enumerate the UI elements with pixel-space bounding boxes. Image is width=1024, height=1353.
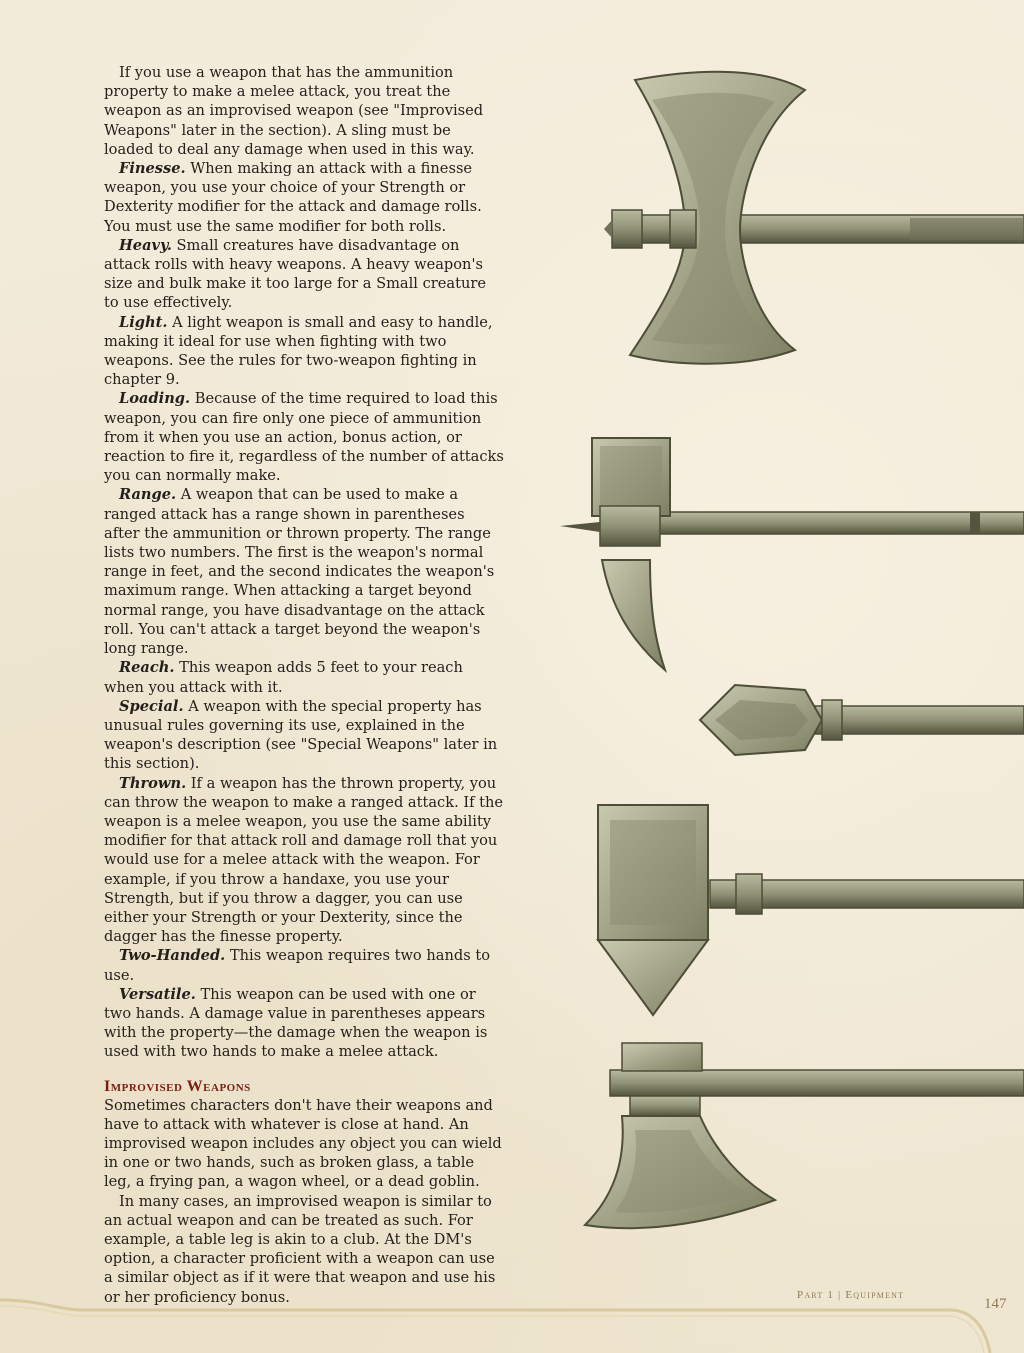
term-text: This weapon can be used with one or two hands. A damage value in parentheses appears with the property—the damage when the weapon is used with two hands to make a melee attack. [104, 985, 488, 1061]
intro-paragraph: If you use a weapon that has the ammunition property to make a melee attack, you treat the weapon as an improvised weapon (see "Improvised Weapons" later in the section). A sling must be loaded to deal any damage when used in this way. [104, 64, 484, 158]
section-heading-improvised-weapons: Improvised Weapons [104, 1077, 251, 1095]
term-text: If a weapon has the thrown property, you can throw the weapon to make a ranged attack. If the weapon is a melee weapon, you use the same ability modifier for that attack roll and damage roll that you would use for a melee attack with the weapon. For example, if you throw a handaxe, you use your Strength, but if you throw a dagger, you can use either your Strength or your Dexterity, since the dagger has the finesse property. [104, 774, 504, 946]
page-border-ornament [0, 1270, 1024, 1353]
term-label: Reach. [119, 659, 175, 677]
property-range [104, 485, 504, 658]
improvised-paragraph-1: Sometimes characters don't have their weapons and have to attack with whatever is close at hand. An improvised weapon includes any object you can wield in one or two hands, such as broken glass, a table leg, a frying pan, a wagon wheel, or a dead goblin. [104, 1096, 502, 1191]
term-text: A weapon with the special property has unusual rules governing its use, explained in the weapon's description (see "Special Weapons" later in this section). [104, 697, 498, 773]
main-text-column [104, 63, 504, 1307]
property-heavy [104, 236, 504, 313]
war-pick-drawing [560, 438, 1024, 670]
property-versatile [104, 985, 504, 1062]
term-text: Because of the time required to load this weapon, you can fire only one piece of ammunition from it when you use an action, bonus action, or reaction to fire it, regardless of the number of attacks you can normally make. [104, 390, 504, 485]
maul-drawing [598, 805, 1024, 1015]
double-axe-drawing [604, 72, 1024, 364]
term-label: Finesse. [119, 160, 186, 178]
term-label: Range. [119, 486, 177, 504]
term-text: This weapon requires two hands to use. [104, 947, 490, 984]
term-text: Small creatures have disadvantage on attack rolls with heavy weapons. A heavy weapon's size and bulk make it too large for a Small creature to use effectively. [104, 236, 486, 312]
term-label: Two-Handed. [119, 947, 226, 965]
property-special [104, 697, 504, 774]
property-loading [104, 389, 504, 485]
page-number: 147 [984, 1296, 1007, 1312]
improvised-paragraph-2: In many cases, an improvised weapon is similar to an actual weapon and can be treated as such. For example, a table leg is akin to a club. At the DM's option, a character proficient with a weapon can use a similar object as if it were that weapon and use his or her proficiency bonus. [104, 1192, 496, 1306]
property-reach [104, 658, 504, 696]
term-label: Special. [119, 697, 184, 715]
term-label: Thrown. [119, 774, 187, 792]
property-finesse [104, 159, 504, 236]
mace-drawing [700, 685, 1024, 755]
property-light [104, 313, 504, 390]
footer-section-label: Part 1 | Equipment [797, 1289, 905, 1301]
term-text: When making an attack with a finesse weapon, you use your choice of your Strength or Dexterity modifier for the attack and damage rolls. You must use the same modifier for both rolls. [104, 160, 482, 235]
weapons-illustration [540, 60, 1024, 1260]
term-label: Loading. [119, 390, 191, 408]
term-text: A weapon that can be used to make a ranged attack has a range shown in parentheses after the ammunition or thrown property. The range lists two numbers. The first is the weapon's normal range in feet, and the second indicates the weapon's maximum range. When attacking a target beyond normal range, you have disadvantage on the attack roll. You can't attack a target beyond the weapon's long range. [104, 486, 495, 658]
property-thrown [104, 774, 504, 947]
term-label: Heavy. [119, 236, 172, 254]
property-two-handed [104, 946, 504, 984]
battleaxe-drawing [585, 1043, 1024, 1228]
term-text: A light weapon is small and easy to handle, making it ideal for use when fighting with two weapons. See the rules for two-weapon fighting in chapter 9. [104, 313, 493, 389]
term-text: This weapon adds 5 feet to your reach when you attack with it. [104, 659, 463, 696]
term-label: Versatile. [119, 985, 196, 1003]
term-label: Light. [119, 313, 168, 331]
